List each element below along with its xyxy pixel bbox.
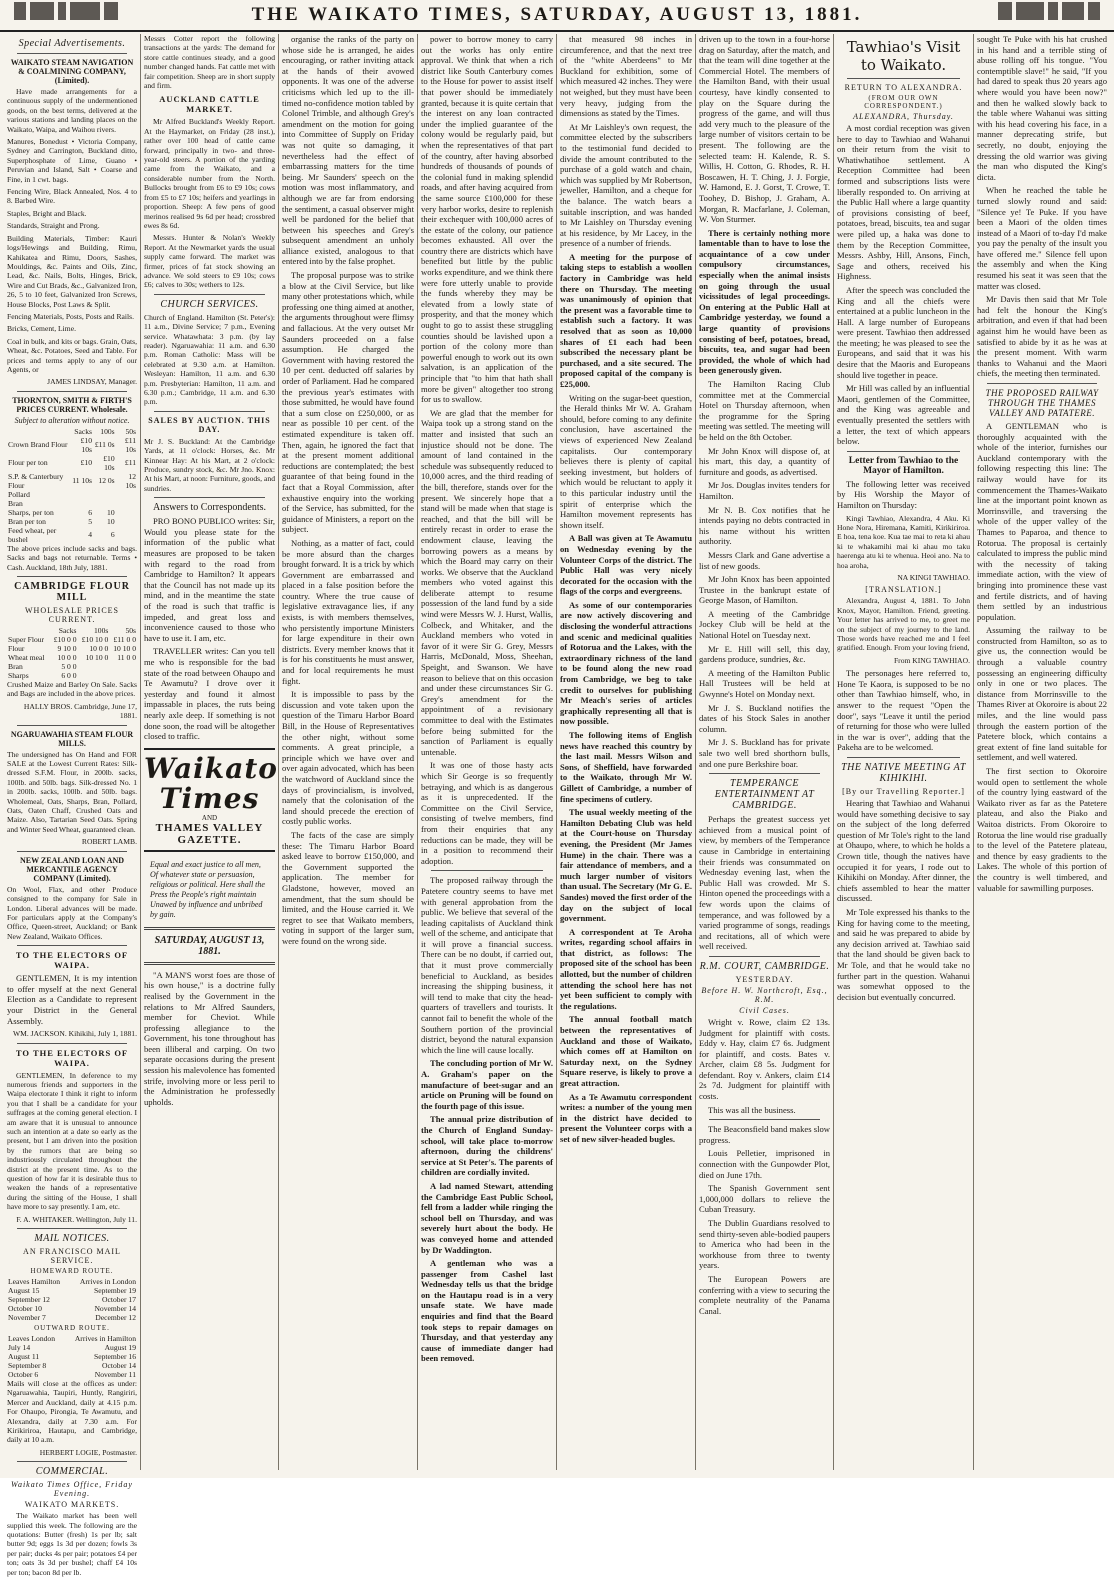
electors1-heading: TO THE ELECTORS OF WAIPA. [15,950,129,971]
rm-court-body: Wright v. Rowe, claim £2 13s. Judgment for plaintiff with costs. Eddy v. Hay, claim £7 6s. Judgment for plaintiff, and costs. Bates v. Archer, claim £8 5s. Judgment for defendant. Roy v. Ankers, claim £14 2s 7d. Judgment for plaintiff with costs. [699,1016,830,1102]
thornton-note: The above prices include sacks and bags. Sacks and bags not returnable. Terms • Cash. Auckland, 18th July, 1881. [7,543,137,572]
table-row [7,490,137,499]
traveller-body: TRAVELLER writes: Can you tell me who is responsible for the bad state of the road between Ohaupo and Te Awamutu? I drove over it yesterday and found it almost impassable in places, the ruts being nearly axle deep. If something is not done soon, the road will be altogether closed to traffic. [144,646,275,742]
table-cell: November 7 [8,1313,46,1322]
table-row [7,1352,137,1361]
table-cell: September 8 [8,1361,47,1370]
table-cell [78,662,110,671]
table-cell: £11 [124,458,136,468]
nz-loan-heading: NEW ZEALAND LOAN AND MERCANTILE AGENCY COMPANY (Limited). [19,855,125,883]
masthead [0,0,1114,32]
knox-sale-note: Mr John Knox will dispose of, at his mart, this day, a quantity of furniture and goods, as advertised. [699,445,830,477]
electors1-signature: WM. JACKSON. Kihikihi, July 1, 1881. [12,1029,137,1039]
table-cell: Sharps [8,671,29,680]
column-4 [417,34,556,1470]
table-cell: July 14 [8,1343,31,1352]
thornton-heading: THORNTON, SMITH & FIRTH'S PRICES CURRENT. Wholesale. [12,395,132,414]
column-2 [140,34,278,1470]
panama-note: The European Powers are conferring with a view to securing the complete neutrality of the Panama Canal. [699,1273,830,1316]
correspondent-note: (FROM OUR OWN CORRESPONDENT.) [864,94,943,110]
table-cell: £10 10 0 [81,635,109,644]
table-cell: Flour [8,644,25,653]
table-cell: Sharps, per ton [8,507,54,517]
table-row [7,517,137,526]
te-aroha-note: A correspondent at Te Aroha writes, regarding school affairs in that district, as follows: The proposed site of the school has been allotted, but the number of children attending the school here has not yet been sufficient to comply with the regulations. [560,926,692,1011]
rm-court-end: This was all the business. [708,1104,796,1115]
turnips-note: that measured 98 inches in circumference, and that the next tree of the "white Aberdeens" to Mr Buckland for exhibition, some of which measured 42 inches. They were not weighed, but they must have been very heavy, judging from the dimensions as stated by the Times. [560,34,692,119]
translation-signature: From KING TAWHIAO. [893,655,970,665]
table-cell: September 12 [8,1295,50,1304]
leader-opening: "A MAN'S worst foes are those of his own house," is a doctrine fully realised by the Government in the relations to Mr Alfred Saunders, member for Cheviot. While professing allegiance to the Government, his tone throughout has been illiberal and carping. On two separate occasions during the present session his malevolence has fomented strife, involving more or less peril to the Administration he professedly upholds. [144,969,275,1107]
hunter-report-body: Messrs. Hunter & Nolan's Weekly Report. At the Newmarket yards the usual supply came forward. The market was firmer, prices of fat stock showing an advance. We sold steers to £9 10s; cows £6; calves to 30s; wethers to 12s. [144,233,275,290]
timaru-article-2: We are glad that the member for Waipa took up a strong stand on the matter and insisted that such an injustice should not be done. The amount of land contained in the schedule was subsequently reduced to 10,000 acres, and the third reading of the bill, therefore, stands over for the present. We sincerely hope that a stand will be made when that stage is reached, and that the bill will be entirely recast in order to erase the endowment clause, leaving the borrowing powers as a means by which the Board may carry on their works. We observe that the Auckland members who voted against this deliberate attempt to resume possession of the land fund by a side wind were Messrs W. J. Hurst, Wallis, Colbeck, and Whitaker, and the Auckland members who voted in favor of it were Sir G. Grey, Messrs Harris, McDonald, Moss, Sheehan, Speight, and Swanson. We have reason to believe that on this occasion and under these circumstances Sir G. Grey's amendment for the appointment of a revisionary committee to deal with the Estimates before being submitted for the sanction of Parliament is equally untenable. [421,407,553,757]
ngaruawahia-heading: NGARUAWAHIA STEAM FLOUR MILLS. [10,729,134,748]
football-team-note: driven up to the town in a four-horse drag on Saturday, after the match, and that the team will dine together at the Commercial Hotel. The members of the Hamilton Band, with their usual courtesy, have kindly consented to play on the Square during the progress of the game, and will thus add very much to the pleasure of the large number of visitors certain to be present. The following are the selected team: H. Kalende, R. S. Willis, H. Cotton, G. Rhodes, R. H. Boscawen, H. T. Ching, J. J. Forgie, W. Hamond, E. J. Gorst, T. Crowe, T. Toohey, D. Bishop, J. Graham, A. Morgan, R. Macfarlane, J. Coleman, W. Von Sturmer. [699,34,830,225]
railway-heading: THE PROPOSED RAILWAY THROUGH THE THAMES VALLEY AND PATATERE. [985,388,1099,418]
table-cell: £10 0 0 [53,635,77,644]
table-row [7,1361,137,1370]
table-row [7,1277,137,1286]
table-row [7,1304,137,1313]
cambridge-price-table [7,626,137,680]
te-puke-body-1: sought Te Puke with his hat crushed in his hand and a terrible sting of abuse rolling off his tongue. "You contemptible slave!" he said, "If you had dared to speak thus 20 years ago where would you have been now?" and then he walked slowly back to the table where Wahanui was sitting with his head covering his face, in a manner deprecating strife, but secretly, no doubt, enjoying the dressing the old warrior was giving the man who disputed the King's dicta. [977,34,1107,182]
cow-note: There is certainly nothing more lamentable than to have to lose the acquaintance of a cow under compulsory circumstances, especially when the animal insists on going through the usual vicissitudes of legal proceedings. On entering at the Public Hall at Cambridge yesterday, we found a large quantity of provisions consisting of beef, potatoes, bread, biscuits, tea, and sugar had been provided, the whole of which had been generously given. [699,227,830,376]
table-cell: August 15 [8,1286,40,1295]
hill-sale-note: Mr E. Hill will sell, this day, gardens produce, sundries, &c. [699,643,830,665]
english-news-note: The following items of English news have reached this country by the last mail. Messrs Wilson and Sons, of Sheffield, have forwarded to the Waikato, through Mr W. Gillett of Cambridge, a number of fine specimens of cutlery. [560,730,692,804]
table-cell [93,490,116,499]
building-materials-item: Building Materials, Timber: Kauri logs/Hewings and Building, Rimu, Kahikatea and Rimu, Doors, Sashes, Mouldings, &c. Paints and Oils, Zinc, Lead, &c. Nails, Bolts, Hinges, Brick, Wire and Cut Brads, &c., Galvanized Iron, 26, 5 to 10 feet, Galvanized Iron Screws, House Blocks, Post Laws & Split. [7,233,138,309]
homeward-route-label: HOMEWARD ROUTE. [30,1267,114,1275]
table-row [7,1286,137,1295]
timaru-article-1: power to borrow money to carry out the works has only entire approval. We think that when a rich district like South Canterbury comes to the House for power to assist itself that power should be immediately granted, because it is quite certain that the interest on any loan contracted under the implied guarantee of the colony would be regularly paid, but when the representatives of that part of the country, after having absorbed hundreds of thousands of pounds of the colonial fund in making splendid roads, and after having acquired from the same source £100,000 for these very harbor works, desire to replenish their exchequer with 100,000 acres of the estate of the colony, our patience becomes exhausted. All over the country there are districts which have benefited but little by the public works expenditure, and we think there were fore utterly unable to provide the funds whereby they may be elevated from a lowly state of prosperity, and that the money which ought to go to assist these struggling counties should be lavished upon a portion of the colony more than powerful enough to work out its own salvation, is an application of the principle that "to him that hath shall more be given" altogether too strong for us to swallow. [421,34,553,405]
commercial-body: The Waikato market has been well supplied this week. The following are the quotations: Butter (fresh) 1s per lb; salt butter 9d; eggs 1s 3d per dozen; fowls 3s per pair; ducks 4s per pair; potatoes £4 per ton; oats 3s 3d per bushel; chaff £4 10s per ton; bacon 8d per lb. [7,1511,137,1577]
table-cell: 6 0 0 [61,671,77,680]
manures-item: Manures, Bonedust • Victoria Company, Sydney and Carrington, Buckland ditto, Superphosphate of Lime, Guano • Peruvian and Island, Salt • Coarse and Fine, in 1 cwt. bags. [7,137,137,184]
outward-route-label: OUTWARD ROUTE. [34,1324,110,1332]
table-cell: 4 [88,530,93,540]
auckland-cattle-heading: AUCKLAND CATTLE MARKET. [159,94,260,115]
prize-distribution-note: The annual prize distribution of the Church of England Sunday-school, will take place to-morrow afternoon, during the childrens' service at St Peter's. The parents of children are cordially invited. [421,1114,553,1178]
bricks-item: Bricks, Cement, Lime. [7,324,76,334]
table-row [7,508,137,517]
cambridge-mill-heading: CAMBRIDGE FLOUR MILL [14,581,130,603]
table-cell: October 17 [102,1295,136,1304]
steam-nav-heading: WAIKATO STEAM NAVIGATION & COALMINING COMPANY, (Limited). [10,58,134,85]
coal-signature: JAMES LINDSAY, Manager. [47,377,137,387]
commercial-subheading: Waikato Times Office, Friday Evening. [11,1480,133,1499]
table-cell: Feed wheat, per bushel [8,525,57,544]
thornton-price-table [7,427,137,544]
table-cell: 100s [93,626,109,635]
mail-signature: HERBERT LOGIE, Postmaster. [39,1447,137,1457]
table-row [7,671,137,680]
railway-body-1: A GENTLEMAN who is thoroughly acquainted with the whole of the interior, furnishes our Auckland contemporary with the following respecting this line: The railway would have for its commencement the Thames-Waikato line at the important point known as Morrinsville, and traversing the whole of the upper valley of the Thames to Paparoa, and thence to Rotorua. The proposal is certainly calculated to impress the public mind with the necessity of taking immediate action, with the view of bringing into prominence these vast and fertile districts, and of having them settled by an industrious population. [977,421,1107,622]
cambridge-note: Crushed Maize and Barley On Sale. Sacks and Bags are included in the above prices. [7,680,137,699]
woollen-factory-note: A meeting for the purpose of taking steps to establish a woollen factory in Cambridge was held there on Thursday. The meeting was unanimously of opinion that the present was a favorable time to establish such a factory. It was resolved that as soon as 10,000 shares of £1 each had been subscribed the necessary plant be purchased, and a site secured. The proposed capital of the company is £25,000. [560,251,692,389]
native-meeting-body-2: Mr Tole expressed his thanks to the King for having come to the meeting, and said he was prepared to abide by any decision arrived at. Tawhiao said that the land should be given back to Mr Tole, and that he would take no further part in the question. Wahanui was somewhat opposed to the decision but eventually concurred. [837,906,970,1002]
sales-heading: SALES BY AUCTION. THIS DAY. [148,415,271,434]
clark-gane-note: Messrs Clark and Gane advertise a list of new goods. [699,549,830,571]
table-cell: Bran per ton [8,516,46,526]
buckland-stock-note: Mr J. S. Buckland notifies the dates of his Stock Sales in another column. [699,702,830,734]
church-services-heading: CHURCH SERVICES. [160,298,259,310]
table-cell: 6 [88,507,93,517]
table-cell: November 11 [94,1370,136,1379]
nz-loan-body: On Wool, Flax, and other Produce consigned to the company for Sale in London. Liberal advances will be made. For particulars apply at the Company's Office, Queen-street, Auckland; or Bank New Zealand, Waikato Offices. [7,884,137,941]
buckland-bulls-note: Mr J. S. Buckland has for private sale two well bred shorthorn bulls, and one pure Berkshire boar. [699,737,830,769]
column-1 [4,34,140,1577]
thornton-subheading: Subject to alteration without notice. [14,415,130,425]
te-puke-body-2: When he reached the table he turned slowly round and said: "Silence ye! Te Puke. If you have been a Maori of the olden times instead of a Maori of to-day I'd make you pay the penalty of the insult you have offered me." Silence fell upon the assembly and when the King resumed his seat it was seen that the matter was closed. [977,185,1107,291]
rm-court-before: Before H. W. Northcroft, Esq., R.M. [701,985,828,1004]
leader-body-3: Nothing, as a matter of fact, could be more absurd than the charges brought forward. It is a trick by which Government are embarrassed and placed in a false position before the country. Where the true cause of legislative extravagance lies, if any exists, is with members themselves, who persistently importune Ministers for large expenditure in their own districts. Every member knows that it is for his constituents he must answer, and for local requirements he must fight. [282,537,414,686]
letter-heading: Letter from Tawhiao to the Mayor of Hamilton. [848,455,959,476]
table-cell [7,626,50,635]
tawhiao-body-1: A most cordial reception was given here to day to Tawhiao and Wahanui on their return from the visit to Whatiwhatihoe settlement. A Reception Committee had been formed and subscriptions lists were liberally responded to. On arriving at the Public Hall where a large quantity of provisions consisting of beef, potatoes, bread, biscuits, tea and sugar were piled up, a haka was done to them by the Reception Committee, Messrs. Ashby, Hill, Ansons, Finch, Sage and others, received his Highness. [837,123,970,282]
mail-service-subheading: AN FRANCISCO MAIL SERVICE. [23,1247,121,1265]
table-cell: 10 0 0 [57,653,77,662]
table-cell: 5 0 0 [61,662,77,671]
pelletier-note: Louis Pelletier, imprisoned in connection with the Gunpowder Plot, died on June 17th. [699,1148,830,1180]
table-row [7,1334,137,1343]
railway-body-3: The first section to Okoroire would open to settlement the whole of the country lying eastward of the Waikato river as far as the Patetere plateau, and also the Piako and Waitoa districts. From Okoroire to Rotorua the line would rise gradually to the level of the Patetere plateau, and thence by easy gradients to the Lakes. The whole of this portion of the country is well timbered, and valuable for sawmilling purposes. [977,766,1107,893]
table-cell: 9 10 0 [57,644,77,653]
debating-club-note: The usual weekly meeting of the Hamilton Debating Club was held at the Court-house on Thursday evening, the President (Mr James Hume) in the chair. There was a fair attendance of members, and a much larger number of visitors than usual. The Secretary (Mr G. E. Sandes) moved the first order of the day on the subject of local government. [560,807,693,924]
tawhiao-body-2: After the speech was concluded the King and all the chiefs were entertained at a public luncheon in the Hall. A large number of Europeans were present. Tawhiao then addressed the meeting; he was pleased to see the Europeans, and said that it was his desire that the Maoris and Europeans should live together in peace. [837,284,970,380]
railway-note: The proposed railway through the Patetere country seems to have met with general approbation from the public. We believe that several of the leading capitalists of Auckland think well of the scheme, and anticipate that it will prove a financial success. There can be no doubt, if carried out, that it must prove commercially beneficial to Auckland, as besides increasing the shipping business, it will tend to make that city the head-quarters of travellers and tourists. It cannot fail to benefit the whole of the Southern portion of the provincial district, beyond the natural expansion which the line will cause locally. [421,875,553,1055]
table-cell: 12 10s [125,471,136,490]
tawhiao-body-4: The personages here referred to, Hone Te Kaora, is supposed to be no other than Tawhiao himself, who, in answer to the request "Open the door", says "Leave it until the period of returning for those who were lulled in the war is over", adding that the Pakeha are to be welcomed. [837,668,970,753]
table-cell: October 10 [8,1304,42,1313]
sugar-beet-note: Writing on the sugar-beet question, the Herald thinks Mr W. A. Graham should, before coming to any definite conclusion, have ascertained the views of experienced New Zealand capitalists. Our contemporary believes there is plenty of capital seeking investment, but holders of which would be reluctant to apply it to this particular industry until the spirit of enterprise which the Hamilton movement represents has shown itself. [560,392,692,530]
table-cell: 6 [110,530,115,540]
translation-heading: [TRANSLATION.] [865,585,942,595]
auckland-cattle-body: Mr Alfred Buckland's Weekly Report. At the Haymarket, on Friday (28 inst.), rather over 100 head of cattle came forward, principally in two- and three-year-old steers. A portion of the yarding came from the Waikato, and a considerable number from the North. Bullocks brought from £6 to £9 10s; cows from £5 to £7 10s; heifers and yearlings in proportion. Sheep: A few pens of good merinos realised 9s 6d per head; crossbred ewes 8s 6d. [144,117,275,230]
table-row [7,436,137,454]
electors1-body: GENTLEMEN, It is my intention to offer myself at the next General Election as a Candidate to represent your District in the General Assembly. [7,973,137,1026]
letter-maori-text: Kingi Tawhiao, Alexandra, 4 Aku. Ki Hone Nora, Hiremana, Kamiti, Kirikiriroa. E hoa, tena koe. Kua tae mai to reta ki ahau ki te whakamihi mai ki ahau mo taku haerenga atu ki te whenua. Heoi ano. Na to hoa aroha, [837,513,970,570]
column-8 [973,34,1110,1470]
football-match-note: The annual football match between the representatives of Auckland and those of Waikato, which comes off at Hamilton on Saturday next, on the Sydney Square reserve, is likely to prove a great attraction. [560,1014,692,1088]
table-row [7,662,137,671]
table-cell: Bran [8,498,23,508]
table-cell: £11 0s [94,440,115,450]
tawhiao-visit-heading: Tawhiao's Visit to Waikato. [846,38,961,74]
masthead-ornament-right [970,2,1100,24]
steam-nav-body: Have made arrangements for a continuous supply of the undermentioned goods, on the best terms, delivered at the various stations and landing places on the Waikato, Waipa, and Waihou rivers. [7,87,137,134]
table-cell: Leaves Hamilton [8,1277,61,1286]
markets-continued: Messrs Cotter report the following transactions at the yards: The demand for store cattle continues steady, and a good number changed hands. Fat cattle met with fair competition. Sheep are in short supply and firm. [144,34,275,91]
correspondent-dateline: ALEXANDRA, Thursday. [853,112,954,121]
table-cell: 50s [125,626,136,635]
rm-court-heading: R.M. COURT, CAMBRIDGE. [699,960,830,972]
table-cell: 11 10s [72,476,93,486]
leader-body-1: organise the ranks of the party on whose side he is arranged, he aides encouraging, or rather inviting attack at the hands of their avowed opponents. It was one of the adverse criticisms which led up to the ill-timed no-confidence motion tabled by Colonel Trimble, and although Grey's amendment on the motion for going into Committee of Supply on Friday was not quite so damaging, it nevertheless had the effect of embarrassing matters for the time being. Mr Saunders' speech on the motion was most inflammatory, and although we are far from endorsing the sentiment, a casual observer might well be pardoned for the belief that between his speeches and Grey's subsequent amendment an unholy alliance existed, analogous to that entered into by the false prophet. [282,34,414,267]
table-cell: October 14 [102,1361,136,1370]
outward-route-table [7,1334,137,1379]
table-row [7,626,137,635]
church-services-body: Church of England. Hamilton (St. Peter's): 11 a.m., Divine Service; 7 p.m., Evening service. Whatawhata: 3 p.m. (by lay reader). Ngaruawahia: 11 a.m. and 6.30 p.m. Roman Catholic: Mass will be celebrated at 9.30 a.m. at Hamilton. Wesleyan: Hamilton, 11 a.m. and 6.30 p.m. Presbyterian: Hamilton, 11 a.m. and 6.30 p.m.; Cambridge, 11 a.m. and 6.30 p.m. [144,312,275,407]
table-cell: 10 [107,516,115,526]
dateline: SATURDAY, AUGUST 13, 1881. [154,934,265,957]
table-cell: Leaves London [8,1334,56,1343]
tawhiao-body-3: Mr Hill was called by an influential Maori, gentlemen of the Committee, and the King was agreeable and eventually presented the settlers with a letter, the text of which appears below. [837,383,970,447]
table-cell [69,499,93,508]
cambridge-mill-subheading: WHOLESALE PRICES CURRENT. [25,606,119,624]
column-7 [833,34,973,1470]
table-cell: 100s [100,426,115,436]
commercial-heading: COMMERCIAL. [35,1466,109,1478]
waikato-markets-label: WAIKATO MARKETS. [24,1500,120,1510]
table-cell [78,671,110,680]
table-cell [116,517,137,526]
column-5 [556,34,695,1470]
temperance-body: Perhaps the greatest success yet achieved from a musical point of view, by members of the Temperance cause in Cambridge in entertaining their friends was consummated on Wednesday evening last, when the Public Hall was crowded. Mr S. Hinton opened the proceedings with a few words upon the claims of temperance, and was followed by a varied programme of songs, readings and recitations, all of which were well received. [699,814,830,952]
hall-trustees-note: A meeting of the Hamilton Public Hall Trustees will be held at Gwynne's Hotel on Monday next. [699,667,830,700]
table-row [7,1313,137,1322]
column-6 [695,34,833,1470]
letter-intro: The following letter was received by His Worship the Mayor of Hamilton on Thursday: [837,478,970,510]
rm-court-date: YESTERDAY. [735,974,794,984]
table-cell [109,671,137,680]
table-cell: 10 10 0 [113,644,136,653]
table-cell: 10 10 0 [85,653,109,662]
table-cell: October 6 [8,1370,39,1379]
mason-estate-note: Mr John Knox has been appointed Trustee in the bankrupt estate of George Mason, of Hamilton. [699,574,830,606]
electors2-body: GENTLEMEN, In deference to my numerous friends and supporters in the Waipa electorate I think it right to inform you that I shall be a candidate for your suffrages at the coming general election. I am aware that it is unusual to announce such an intention at a date so early as the present, but I am driven into the position by the rumors that are being so industriously circulated throughout the district at the present time. As to the question of how far it is desirable thus to weaken the hands of a representative during the sitting of the House, I shall have more to say presently. I am, etc. [7,1070,137,1212]
translation-body: Alexandra, August 4, 1881. To John Knox, Mayor, Hamilton. Friend, greeting. Your letter has arrived to me, to greet me on the subject of my journey to the land. Those words have reached me and I feel gratified. Enough. From your loving friend, [837,596,970,653]
table-cell [7,427,69,436]
dublin-note: The Dublin Guardians resolved to send thirty-seven able-bodied paupers to America who had been in the workhouse from three to twenty years. [699,1218,830,1271]
nameplate-motto: Equal and exact justice to all men, Of whatever state or persuasion, religious or political. Here shall the Press the People's right maintain Unawed by influence and unbribed by gain. [150,859,265,919]
native-meeting-heading: THE NATIVE MEETING AT KIHIKIHI. [841,762,966,785]
table-cell: Sacks [58,626,77,635]
standards-item: Standards, Straight and Prong. [7,221,100,231]
table-cell: £10 [80,458,93,468]
table-cell: September 19 [94,1286,136,1295]
cambridge-signature: HALLY BROS. Cambridge, June 17, 1881. [23,701,137,721]
jockey-club-note: A meeting of the Cambridge Jockey Club will be held at the National Hotel on Tuesday next. [699,608,830,641]
te-puke-body-3: Mr Davis then said that Mr Tole had felt the honour the King's arbitration, and even if that had been against him he would have been as satisfied to abide by it as he was at the present moment. With warm thanks to Wahanui and the Maori chiefs, the meeting then terminated. [977,294,1107,379]
mail-body: Mails will close at the offices as under: Ngaruawahia, Taupiri, Huntly, Rangiriri, Mercer and Auckland, daily at 4.15 p.m. For Ohaupo, Pirongia, Te Awamutu, and Alexandra, daily at 7.30 a.m. For Kirikiriroa, Hautapu, and Cambridge, daily at 10 a.m. [7,1379,137,1445]
beaconsfield-note: The Beaconsfield band makes slow progress. [699,1124,830,1145]
table-row [7,644,137,653]
table-cell [93,499,116,508]
table-cell [69,490,93,499]
native-meeting-subheading: [By our Travelling Reporter.] [842,787,965,797]
sales-body: Mr J. S. Buckland: At the Cambridge Yards, at 11 o'clock: Horses, &c. Mr Kinnear Hay: At his Mart, at 2 o'clock: Produce, sundry stock, &c. Mr Jno. Knox: At his Mart, at noon: Furniture, goods, and sundries. [144,436,275,493]
ngaruawahia-body: The undersigned has On Hand and FOR SALE at the Lowest Current Rates: Silk-dressed S.F.M. Flour, in 200lb. sacks, 100lb. and 50lb. bags. Silk-dressed No. 1 in 200lb. sacks, 100lb. and 50lb. bags. Wholemeal, Oats, Sharps, Bran, Pollard, Oats, Oaten Chaff, Crushed Oats and Maize. Also, Tartarian Seed Oats. Spring and Winter Seed Wheat, guaranteed clean. [7,749,137,834]
nameplate-logo: Waikato Times [144,751,278,815]
table-cell: Arrives in London [79,1277,136,1286]
electors2-heading: TO THE ELECTORS OF WAIPA. [15,1047,129,1068]
table-cell: £10 10s [80,435,93,454]
table-cell: August 19 [104,1343,136,1352]
table-cell: November 14 [94,1304,136,1313]
table-cell: 10 0 0 [89,644,109,653]
table-cell: August 11 [8,1352,40,1361]
table-cell: Arrives in Hamilton [74,1334,136,1343]
fencing-materials-item: Fencing Materials, Posts, Posts and Rails. [7,311,134,321]
railway-body-2: Assuming the railway to be constructed from Hamilton, so as to give us, the connection would be through a valuable country possessing an engineering difficulty only in one or two places. The distance from Morrinsville to the Thames River at Okoroire is about 22 miles, and the line would pass through the eastern portion of the Patetere block, which contains a great extent of fine land suitable for settlement, and well watered. [977,625,1107,763]
table-cell: 50s [125,426,136,436]
table-cell: Super Flour [8,635,45,644]
table-cell: Bran [8,662,23,671]
table-row [7,427,137,436]
masthead-ornament-left [14,2,144,24]
table-cell [109,662,137,671]
table-row [7,653,137,662]
table-cell: 11 0 0 [117,653,136,662]
douglas-tenders-note: Mr Jos. Douglas invites tenders for Hamilton. [699,480,830,501]
table-row [7,635,137,644]
leader-body-2: The proposal purpose was to strike a blow at the Civil Service, but like many other protestations which, while professing one thing aimed at another, the arguments throughout were flimsy and fallacious. At the very outset Mr Saunders proceeded on a false assumption. He charged the Government with having restored the 10 per cent. deducted off salaries by order of Parliament. Had he compared the previous year's estimates with those submitted, he would have found that a sum close on £250,000, or as near as possible 10 per cent. of the estimated expenditure is taken off. Then, again, he ignored the fact that at the present moment additional reductions are contemplated; the best guarantee of that being found in the fact that a Royal Commission, after exhaustive enquiry into the working of the Service, has submitted, for the guidance of Ministers, a report on the subject. [282,270,414,535]
newspaper-nameplate [144,748,278,852]
column-3 [278,34,417,1470]
table-cell [116,490,137,499]
spanish-note: The Spanish Government sent 1,000,000 dollars to relieve the Cuban Treasury. [699,1183,830,1215]
table-cell: September 16 [94,1352,136,1361]
table-cell: £11 0 0 [113,635,136,644]
bridge-note: A gentleman who was a passenger from Cashel last Wednesday tells us that the bridge on the Hautapu road is in a very unsafe state. We have made enquiries and find that the Board took steps to repair damages on Thursday, and that yesterday any cause of immediate danger had been removed. [421,1258,553,1364]
racing-club-note: The Hamilton Racing Club committee met at the Commercial Hotel on Thursday afternoon, when the programme for the Spring meeting was settled. The meeting will be held on the 8th October. [699,379,830,442]
letter-signature: NA KINGI TAWHIAO. [897,573,970,583]
table-row [7,499,137,508]
bugles-note: As a Te Awamutu correspondent writes: a number of the young men in the district have decided to present the Volunteer corps with a set of new silver-headed bugles. [560,1091,692,1144]
table-cell: December 12 [95,1313,136,1322]
table-cell [116,526,137,544]
table-cell: £11 10s [124,435,136,454]
nameplate-subtitle: THAMES VALLEY GAZETTE. [155,821,264,846]
beet-sugar-note: The concluding portion of Mr W. A. Graham's paper on the manufacture of beet-sugar and an article on Pruning will be found on the fourth page of this issue. [421,1058,553,1111]
electors2-signature: F. A. WHITAKER. Wellington, July 11. [16,1214,137,1224]
temperance-heading: TEMPERANCE ENTERTAINMENT AT CAMBRIDGE. [714,778,815,812]
ngaruawahia-signature: ROBERT LAMB. [81,837,137,847]
fencing-wire-item: Fencing Wire, Black Annealed, Nos. 4 to 8. Barbed Wire. [7,187,137,206]
table-cell: 12 0s [98,476,115,486]
answers-body: PRO BONO PUBLICO writes: Sir, Would you please state for the information of the public what measures are proposed to be taken with regard to the road from Cambridge to Hamilton? It appears that the Council has not made up its mind, and in the meantime the state of the road is such that traffic is impeded, and great loss and inconvenience caused to those who have to use it. I am, etc. [144,516,275,643]
table-cell: 10 [107,507,115,517]
table-row [7,526,137,544]
special-advertisements-heading: Special Advertisements. [18,38,126,49]
return-alexandra-heading: RETURN TO ALEXANDRA. [844,83,963,92]
leader-body-5: The facts of the case are simply these: The Timaru Harbor Board asked leave to borrow £150,000, and the Government supported the application. The member for Gladstone, however, moved an amendment, that the sum should be limited, and the House carried it. We regret to see that Waikato members, voting in support of the larger sum, were found on the wrong side. [282,829,414,946]
table-row [7,472,137,490]
table-cell [116,499,137,508]
cox-debts-note: Mr N. B. Cox notifies that he intends paying no debts contracted in his name without his written authority. [699,504,830,547]
table-cell: Flour per ton [8,458,48,468]
table-row [7,1343,137,1352]
table-cell: Crown Brand Flour [8,440,68,450]
answers-heading: Answers to Correspondents. [152,502,267,514]
table-row [7,1295,137,1304]
staples-item: Staples, Bright and Black. [7,208,87,218]
masthead-title: THE WAIKATO TIMES, SATURDAY, AUGUST 13, 1881. [251,4,863,25]
revisionary-article: It was one of those hasty acts which Sir George is so frequently betraying, and which is as dangerous as it is unprecedented. If the Committee on the Civil Service, consisting of twelve members, find from their enquiries that any reductions can be made, they will be in a position to recommend their adoption. [421,760,553,866]
table-cell: Sacks [74,426,93,436]
table-cell: £10 10s [103,453,115,472]
stewart-accident-note: A lad named Stewart, attending the Cambridge East Public School, fell from a ladder while ringing the school bell on Thursday, and was severely hurt about the body. He was conveyed home and attended by Dr Waddington. [421,1180,553,1255]
table-row [7,454,137,472]
rm-court-civil: Civil Cases. [739,1005,790,1015]
table-row [7,1370,137,1379]
nameplate-and: AND [201,813,218,822]
homeward-route-table [7,1277,137,1322]
table-cell [116,508,137,517]
table-cell: S.P. & Canterbury Flour [8,471,64,490]
te-awamutu-ball-note: A Ball was given at Te Awamutu on Wednesday evening by the Volunteer Corps of the district. The Public Hall was very nicely decorated for the occasion with the flags of the corps and evergreens. [560,533,692,597]
laishley-note: At Mr Laishley's own request, the committee elected by the subscribers to the testimonial fund decided to divide the amount contributed to the purchase of a gold watch and chain, which was supplied by Mr Robertson, jeweller, Hamilton, and a cheque for the balance. The watch bears a suitable inscription, and was handed to Mr Laishley on Thursday evening at his residence, by Mr Lacey, in the presence of a number of friends. [560,121,692,249]
native-meeting-body-1: Hearing that Tawhiao and Wahanui would have something decisive to say on the subject of the long deferred question of Mr Tole's right to the land at Ohaupo, where, to which he holds a Crown title, though the natives have occupied it for years, I rode out to Kihikihi on Monday. After dinner, the chiefs assembled to hear the matter discussed. [837,798,970,904]
contemporaries-note: As some of our contemporaries are now actively discovering and disclosing the wonderful attractions and scenic and medicinal qualities of Rotorua and the Lakes, with the extraordinary richness of the land to be found along the new road from Cambridge, we beg to take credit to ourselves for publishing Mr Meach's series of articles graphically representing all that is now possible. [560,599,692,727]
table-cell: Pollard [8,489,30,499]
mail-notices-heading: MAIL NOTICES. [34,1233,110,1244]
coal-item: Coal in bulk, and kits or bags. Grain, Oats, Wheat, &c. Potatoes, Seed and Table. For prices and terms apply to any of our Agents, or [7,336,137,374]
leader-body-4: It is impossible to pass by the discussion and vote taken upon the question of the Timaru Harbor Board Bill, in the House of Representatives the other night, without some comments. A great principle, a principle which we have over and over again advocated, which has been the watchword of Auckland since the days of provincialism, is involved, namely that the colonisation of the land should precede the erection of costly public works. [282,689,414,827]
table-cell: 5 [88,516,93,526]
table-cell: Wheat meal [8,653,45,662]
